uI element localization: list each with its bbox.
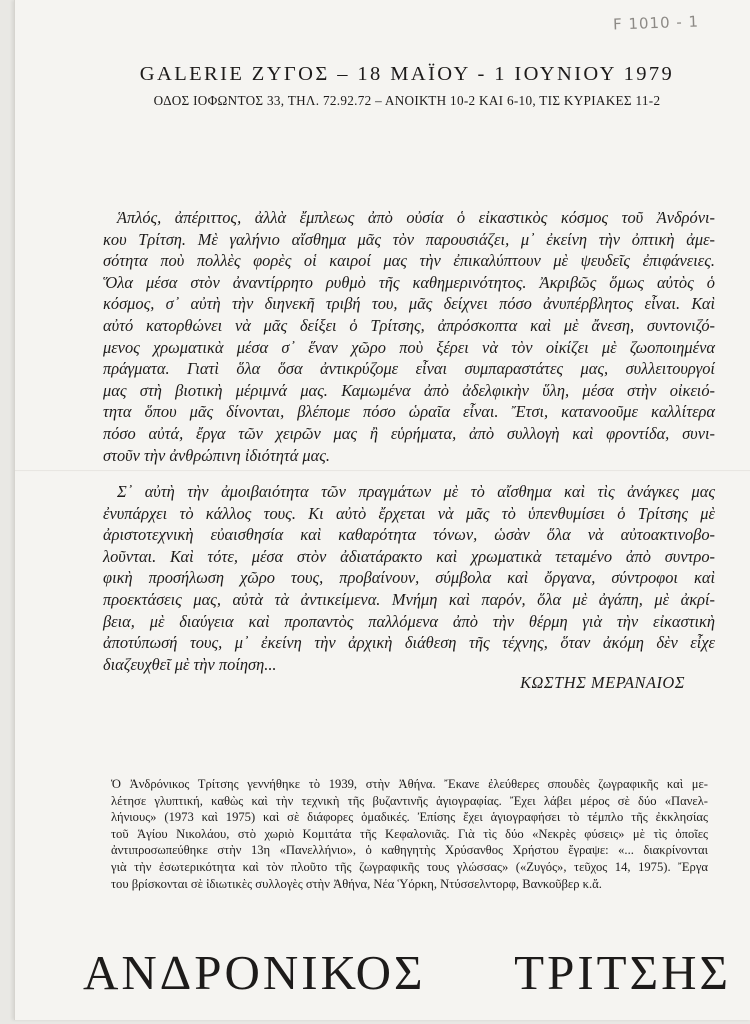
text-line: Ὁ Ἀνδρόνικος Τρίτσης γεννήθηκε τὸ 1939, στὴν Ἀθήνα. Ἔκανε ἐλεύθερες σπουδὲς ζωγραφικῆς καὶ με- bbox=[111, 777, 708, 791]
essay-paragraph-2 bbox=[103, 481, 715, 675]
text-line: του βρίσκονται σὲ ἰδιωτικὲς συλλογὲς στὴν Ἀθήνα, Νέα Ὑόρκη, Ντύσσελντορφ, Βανκοῦβερ κ.ἄ. bbox=[111, 876, 602, 891]
text-line: ἀποτύπωσή τους, μ᾽ ἐκείνη τὴν ἀρχικὴ διάθεση τῆς τέχνης, ὅταν ἀκόμη δὲν εἶχε bbox=[103, 633, 715, 653]
document-page bbox=[14, 0, 750, 1020]
text-line: Σ᾽ αὐτὴ τὴν ἀμοιβαιότητα τῶν πραγμάτων μὲ τὸ αἴσθημα καὶ τὶς ἀνάγκες μας bbox=[117, 482, 715, 501]
text-line: σότητα ποὺ πολλὲς φορὲς οἱ καιροί μας τὴν ἐπικαλύπτουν μὲ ψευδεῖς ἐπιφάνειες. bbox=[103, 251, 715, 271]
header-address-hours: ΟΔΟΣ ΙΟΦΩΝΤΟΣ 33, ΤΗΛ. 72.92.72 – ΑΝΟΙΚΤΗ 10-2 ΚΑΙ 6-10, ΤΙΣ ΚΥΡΙΑΚΕΣ 11-2 bbox=[153, 93, 661, 108]
text-line: μενος χρωματικὰ μέσα σ᾽ ἕναν χῶρο ποὺ ξέρει νὰ τὸν οἰκίζει μὲ ζωοποιημένα bbox=[103, 337, 715, 357]
author-signature: ΚΩΣΤΗΣ ΜΕΡΑΝΑΙΟΣ bbox=[520, 673, 685, 692]
text-line: Ὅλα μέσα στὸν ἀναντίρρητο ρυθμὸ τῆς καθημερινότητος. Ἀκριβῶς ὅμως αὐτὸς ὁ bbox=[103, 272, 715, 292]
text-line: ἐνυπάρχει τὸ κάλλος τους. Κι αὐτὸ ἔρχεται νὰ μᾶς τὸ ὑπενθυμίσει ὁ Τρίτσης μὲ bbox=[103, 503, 715, 523]
text-line: κόσμος, σ᾽ αὐτὴ τὴν διηνεκῆ τριβή του, μᾶς δείχνει πόσο ἀνυπέρβλητος εἶναι. Καὶ bbox=[103, 294, 715, 314]
text-line: πράγματα. Γιατὶ ὅλα ὅσα ἀντικρύζομε εἶναι συμπαραστάτες μας, συλλειτουργοί bbox=[103, 359, 715, 379]
text-line: μας στὴ βιοτικὴ μέριμνά μας. Καμωμένα ἀπὸ ἀδελφικὴν ὕλη, μέσα στὴν οἰκειό- bbox=[103, 380, 715, 400]
text-line: αὐτό κατορθώνει νὰ μᾶς δείξει ὁ Τρίτσης, ἀπρόσκοπτα καὶ μὲ ἄνεση, συντονιζό- bbox=[103, 315, 715, 335]
text-line: Ἁπλός, ἀπέριττος, ἀλλὰ ἔμπλεως ἀπὸ οὐσία ὁ εἰκαστικὸς κόσμος τοῦ Ἀνδρόνι- bbox=[117, 208, 715, 227]
fold-line bbox=[15, 470, 750, 472]
text-line: φικὴ προσήλωση χῶρο τους, προβαίνουν, σύμβολα καὶ ὄργανα, σύντροφοι καὶ bbox=[103, 568, 715, 588]
artist-biography bbox=[111, 776, 708, 892]
text-line: γιὰ τὴν ἐσωτερικότητα καὶ τὸν πλοῦτο τῆς ζωγραφικῆς τους γλώσσας» («Ζυγός», τεῦχος 14, 1975). Ἔργα bbox=[111, 859, 708, 874]
text-line: λήνιους» (1973 καὶ 1975) καὶ σὲ διάφορες ὁμαδικές. Ἐπίσης ἔχει ἁγιογραφήσει τὸ τέμπλο τῆς ἐκκλησίας bbox=[111, 810, 708, 825]
text-line: τητα ὅπου μᾶς δίνονται, βλέπομε πόσο ὡραῖα εἶναι. Ἔτσι, κατανοοῦμε καλλίτερα bbox=[103, 402, 715, 422]
text-line: βεια, μὲ διαύγεια καὶ προπαντὸς παλλόμενα ἀπὸ τὴν θέρμη γιὰ τὴν εἰκαστικὴ bbox=[103, 611, 715, 631]
text-line: λέτησε γλυπτική, καθὼς καὶ τὴν τεχνικὴ τῆς βυζαντινῆς ἁγιογραφίας. Ἔχει λάβει μέρος σὲ δύο «Πανελ- bbox=[111, 793, 708, 808]
text-line: προεκτάσεις μας, αὐτὰ τὰ ἀντικείμενα. Μνήμη καὶ παρόν, ὅλα μὲ ἀγάπη, μὲ ἀκρί- bbox=[103, 589, 715, 609]
archive-mark: F 1010 - 1 bbox=[612, 12, 700, 34]
text-line: στοῦν τὴν ἀνθρώπινη ἰδιότητά μας. bbox=[103, 445, 330, 465]
text-line: κου Τρίτση. Μὲ γαλήνιο αἴσθημα μᾶς τὸν παρουσιάζει, μ᾽ ἐκείνη τὴν ὀπτικὴ ἀμε- bbox=[103, 229, 715, 249]
text-line: τοῦ Ἁγίου Νικολάου, στὸ χωριὸ Κομιτάτα τῆς Κεφαλονιᾶς. Γιὰ τὶς δύο «Νεκρὲς φύσεις» μὲ τὶς ὁποῖες bbox=[111, 826, 708, 841]
text-line: διαζευχθεῖ μὲ τὴν ποίηση... bbox=[103, 654, 277, 674]
essay-paragraph-1 bbox=[103, 207, 715, 466]
header-gallery-dates: GALERIE ΖΥΓΟΣ – 18 ΜΑΪΟΥ - 1 ΙΟΥΝΙΟΥ 1979 bbox=[139, 63, 675, 85]
text-line: πόσο αὐτά, ἔργα τῶν χειρῶν μας ἢ εὑρήματα, ἀπὸ συλλογὴ καὶ φροντίδα, συνι- bbox=[103, 423, 715, 443]
artist-name-title: ΑΝΔΡΟΝΙΚΟΣ ΤΡΙΤΣΗΣ bbox=[83, 945, 731, 1000]
text-line: ἀριστοτεχνικὴ εὐαισθησία καὶ καθαρότητα τόνων, ὡσὰν ὅλα νὰ αὐτοακτινοβο- bbox=[103, 525, 715, 545]
text-line: λοῦνται. Καὶ τότε, μέσα στὸν ἀδιατάρακτο καὶ χρωματικὰ τεταμένο ἀπὸ συντρο- bbox=[103, 546, 715, 566]
text-line: ἀντιπροσωπεύθηκε στὴν 13η «Πανελλήνιο», ὁ καθηγητὴς Χρύσανθος Χρήστου ἔγραψε: «... διακρίνονται bbox=[111, 843, 708, 858]
